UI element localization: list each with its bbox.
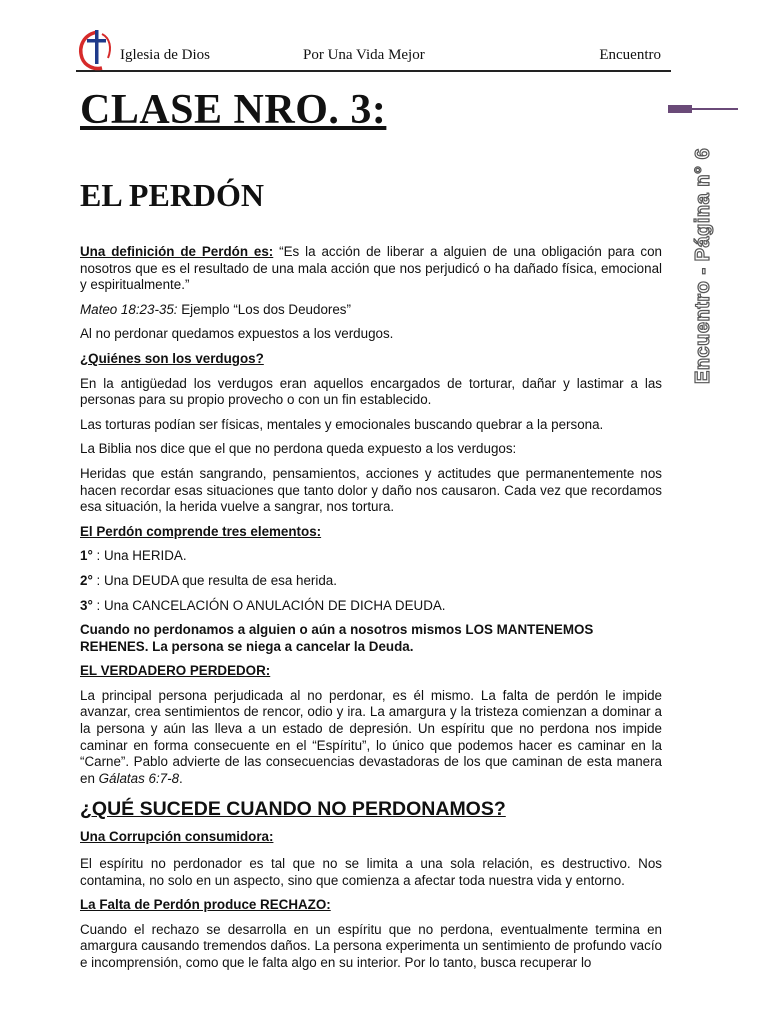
elemento-2	[80, 573, 662, 590]
page-title: CLASE NRO. 3:	[80, 87, 387, 133]
heading-elementos: El Perdón comprende tres elementos:	[80, 523, 322, 539]
p-perdedor	[80, 688, 662, 788]
p-perdedor-cite: Gálatas 6:7-8	[98, 770, 180, 786]
elemento-2-num: 2°	[80, 572, 93, 588]
intro-text: “Es la acción de liberar a alguien de una obligación para con nosotros que es el resultado de una mala acción que nos perjudicó o ha dañado física, emocional y espiritualmente.”	[80, 244, 662, 293]
elemento-1-num: 1°	[80, 548, 93, 564]
side-page-label: Encuentro - Página n° 6	[692, 147, 714, 384]
intro-paragraph	[80, 244, 662, 294]
p-rechazo: Cuando el rechazo se desarrolla en un espíritu que no perdona, eventualmente termina en amargura causando tremendos daños. La persona experimenta un sentimiento de profundo vacío e incomprensión, como que le falta algo en su interior. Por lo tanto, busca recuperar lo	[80, 921, 662, 970]
heading-rechazo: La Falta de Perdón produce RECHAZO:	[80, 897, 331, 913]
elemento-3	[80, 598, 662, 615]
elemento-3-num: 3°	[80, 597, 93, 613]
elemento-1-text: : Una HERIDA.	[92, 548, 187, 564]
page-header	[76, 28, 671, 72]
p-verdugos-2: Las torturas podían ser físicas, mentales y emocionales buscando quebrar a la persona.	[80, 416, 604, 432]
heading-verdugos: ¿Quiénes son los verdugos?	[80, 350, 264, 366]
ref-text: Ejemplo “Los dos Deudores”	[177, 301, 351, 317]
p-verdugos-3: La Biblia nos dice que el que no perdona queda expuesto a los verdugos:	[80, 441, 517, 457]
header-section: Encuentro	[599, 47, 661, 63]
p-rehenes: Cuando no perdonamos a alguien o aún a nosotros mismos LOS MANTENEMOS REHENES. La persona se niega a cancelar la Deuda.	[80, 622, 594, 654]
elemento-3-text: : Una CANCELACIÓN O ANULACIÓN DE DICHA DEUDA.	[92, 597, 446, 613]
p-corrupcion: El espíritu no perdonador es tal que no se limita a una sola relación, es destructivo. Nos contamina, no solo en un aspecto, sino que comienza a afectar toda nuestra vida y entorno.	[80, 856, 662, 888]
page-content	[80, 86, 662, 972]
intro-label: Una definición de Perdón es:	[80, 244, 274, 259]
header-org: Iglesia de Dios	[120, 47, 210, 63]
ref-cite: Mateo 18:23-35:	[80, 301, 178, 317]
heading-perdedor: EL VERDADERO PERDEDOR:	[80, 663, 271, 679]
p-expuestos: Al no perdonar quedamos expuestos a los verdugos.	[80, 326, 394, 342]
heading-corrupcion: Una Corrupción consumidora:	[80, 829, 274, 845]
p-perdedor-text: La principal persona perjudicada al no perdonar, es él mismo. La falta de perdón le impide avanzar, crea sentimientos de rencor, odio y ira. La amargura y la tristeza comienzan a dominar a la persona y aún las lleva a un estado de depresión. Un espíritu que no perdona nos impide caminar en forma consecuente en el “Espíritu”, lo único que podemos hacer es caminar en la “Carne”. Pablo advierte de las consecuencias devastadoras de los que caminan de esta manera en	[80, 687, 662, 786]
header-motto: Por Una Vida Mejor	[303, 47, 425, 63]
elemento-1	[80, 548, 662, 565]
page-subtitle: EL PERDÓN	[80, 177, 265, 213]
p-verdugos-4: Heridas que están sangrando, pensamientos, acciones y actitudes que permanentemente nos hacen recordar esas situaciones que tanto dolor y daño nos causaron. Cada vez que recordamos esa situación, la herida vuelve a sangrar, nos tortura.	[80, 465, 662, 515]
p-perdedor-end: .	[179, 770, 183, 786]
p-verdugos-1: En la antigüedad los verdugos eran aquellos encargados de torturar, dañar y lastimar a las personas para su propio provecho o con un fin establecido.	[80, 375, 662, 408]
elemento-2-text: : Una DEUDA que resulta de esa herida.	[92, 572, 337, 588]
ref-paragraph	[80, 302, 662, 319]
heading-sucede: ¿QUÉ SUCEDE CUANDO NO PERDONAMOS?	[80, 798, 506, 821]
church-logo-icon	[76, 28, 116, 72]
side-accent-bar	[668, 108, 738, 110]
